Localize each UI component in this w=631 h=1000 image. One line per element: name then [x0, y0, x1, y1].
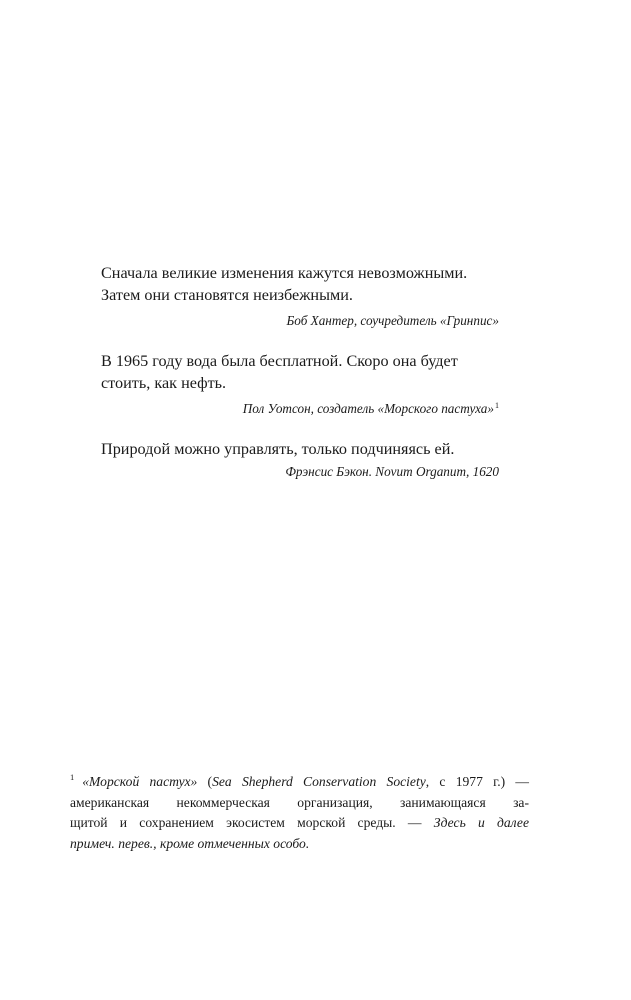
epigraph-attribution	[101, 400, 499, 418]
epigraph-2	[101, 350, 499, 418]
epigraph-attribution	[101, 463, 499, 481]
epigraph-quote	[101, 438, 499, 460]
footnote-line: американская некоммерческая организация, занимающаяся за-	[70, 794, 529, 810]
footnote-text: щитой и сохранением экосистем морской среды. —	[70, 815, 434, 830]
epigraphs-block	[101, 262, 499, 501]
footnote-text: (	[197, 774, 213, 789]
footnote	[70, 772, 529, 854]
footnote-org-name: «Морской пастух»	[82, 774, 198, 789]
footnote-line: примеч. перев., кроме отмеченных особо.	[70, 835, 310, 851]
attribution-text: Боб Хантер, соучредитель «Гринпис»	[286, 313, 499, 328]
footnote-note: Здесь и далее	[433, 815, 529, 830]
epigraph-3	[101, 438, 499, 481]
quote-line: Природой можно управлять, только подчиняясь ей.	[101, 440, 455, 458]
quote-line: В 1965 году вода была бесплатной. Скоро она будет	[101, 352, 458, 370]
quote-line: Сначала великие изменения кажутся невозможными.	[101, 264, 468, 282]
epigraph-attribution	[101, 312, 499, 330]
attribution-text: Пол Уотсон, создатель «Морского пастуха»	[242, 401, 494, 416]
footnote-line	[70, 772, 529, 793]
epigraph-quote	[101, 350, 499, 394]
footnote-reference[interactable]: 1	[495, 400, 499, 410]
footnote-line	[70, 813, 529, 834]
footnote-text: , с 1977 г.) —	[425, 774, 529, 789]
footnote-org-name-english: Sea Shepherd Conservation Society	[212, 774, 426, 789]
footnote-mark: 1	[70, 772, 75, 783]
attribution-text: Фрэнсис Бэкон. Novum Organum, 1620	[285, 464, 499, 479]
epigraph-quote	[101, 262, 499, 306]
quote-line: Затем они становятся неизбежными.	[101, 286, 353, 304]
epigraph-1	[101, 262, 499, 330]
quote-line: стоить, как нефть.	[101, 374, 227, 392]
